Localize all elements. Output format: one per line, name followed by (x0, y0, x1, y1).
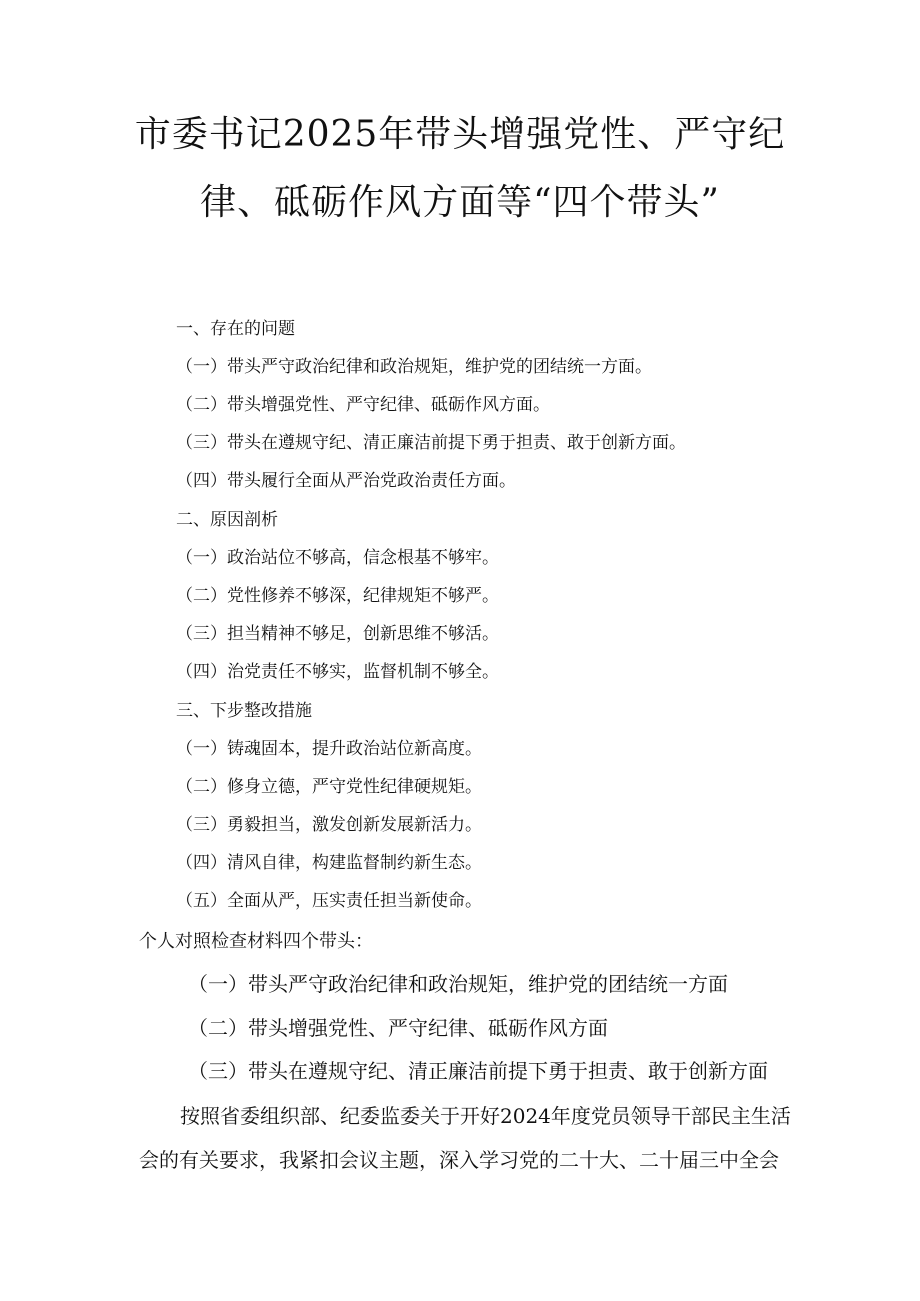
section-heading-causes: 二、原因剖析 (176, 510, 278, 530)
outline-item: （四）清风自律，构建监督制约新生态。 (176, 853, 482, 873)
document-title-line-1: 市委书记2025年带头增强党性、严守纪 (134, 114, 786, 155)
outline-item: （三）勇毅担当，激发创新发展新活力。 (176, 815, 482, 835)
paragraph-line: 会的有关要求，我紧扣会议主题，深入学习党的二十大、二十届三中全会 (139, 1148, 779, 1172)
outline-item: （三）带头在遵规守纪、清正廉洁前提下勇于担责、敢于创新方面。 (176, 433, 686, 453)
section-heading-measures: 三、下步整改措施 (176, 701, 312, 721)
outline-item: （一）带头严守政治纪律和政治规矩，维护党的团结统一方面。 (176, 357, 652, 377)
outline-item: （一）政治站位不够高，信念根基不够牢。 (176, 548, 499, 568)
material-heading: 个人对照检查材料四个带头： (139, 931, 373, 952)
outline-item: （四）带头履行全面从严治党政治责任方面。 (176, 471, 516, 491)
material-item: （三）带头在遵规守纪、清正廉洁前提下勇于担责、敢于创新方面 (188, 1059, 768, 1083)
outline-item: （二）修身立德，严守党性纪律硬规矩。 (176, 777, 482, 797)
outline-item: （二）党性修养不够深，纪律规矩不够严。 (176, 586, 499, 606)
document-title-line-2: 律、砥砺作风方面等“四个带头” (200, 182, 720, 223)
outline-item: （五）全面从严，压实责任担当新使命。 (176, 891, 482, 911)
outline-item: （三）担当精神不够足，创新思维不够活。 (176, 624, 499, 644)
paragraph-line: 按照省委组织部、纪委监委关于开好2024年度党员领导干部民主生活 (180, 1104, 791, 1128)
material-item: （一）带头严守政治纪律和政治规矩，维护党的团结统一方面 (188, 972, 728, 996)
outline-item: （一）铸魂固本，提升政治站位新高度。 (176, 739, 482, 759)
section-heading-problems: 一、存在的问题 (176, 319, 295, 339)
outline-item: （二）带头增强党性、严守纪律、砥砺作风方面。 (176, 395, 550, 415)
material-item: （二）带头增强党性、严守纪律、砥砺作风方面 (188, 1016, 608, 1040)
outline-item: （四）治党责任不够实，监督机制不够全。 (176, 662, 499, 682)
